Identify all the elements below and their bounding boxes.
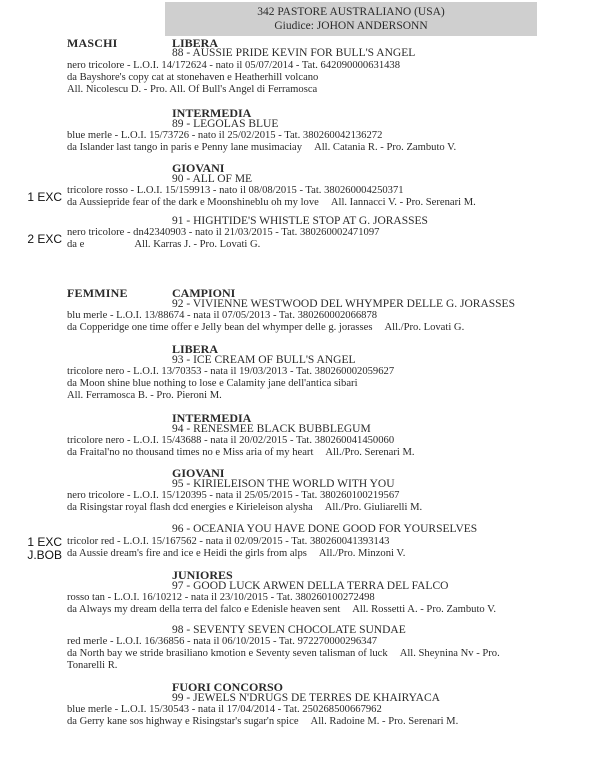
entry-95-line1: nero tricolore - L.O.I. 15/120395 - nata il 25/05/2015 - Tat. 380260100219567 xyxy=(67,490,400,501)
entry-98-line3: Tonarelli R. xyxy=(67,660,118,671)
entry-98-line1: red merle - L.O.I. 16/36856 - nata il 06/10/2015 - Tat. 972270000296347 xyxy=(67,636,378,647)
result-96: 1 EXC xyxy=(27,535,62,549)
entry-89-title: 89 - LEGOLAS BLUE xyxy=(172,118,279,130)
entry-94-line2: da Fraital'no no thousand times no e Miss aria of my heart All./Pro. Serenari M. xyxy=(67,447,415,458)
entry-96-title: 96 - OCEANIA YOU HAVE DONE GOOD FOR YOURSELVES xyxy=(172,523,478,535)
entry-97-title: 97 - GOOD LUCK ARWEN DELLA TERRA DEL FALCO xyxy=(172,580,449,592)
class-libera-m: LIBERA xyxy=(172,36,219,50)
breed-header xyxy=(165,2,537,36)
entry-90-line1: tricolore rosso - L.O.I. 15/159913 - nato il 08/08/2015 - Tat. 380260004250371 xyxy=(67,185,404,196)
entry-93-line1: tricolore nero - L.O.I. 13/70353 - nata il 19/03/2013 - Tat. 380260002059627 xyxy=(67,366,395,377)
entry-98-title: 98 - SEVENTY SEVEN CHOCOLATE SUNDAE xyxy=(172,624,406,636)
entry-94-title: 94 - RENESMEE BLACK BUBBLEGUM xyxy=(172,423,371,435)
judge-name: Giudice: JOHON ANDERSONN xyxy=(274,20,428,32)
entry-93-line3: All. Ferramosca B. - Pro. Pieroni M. xyxy=(67,390,222,401)
entry-96-line2: da Aussie dream's fire and ice e Heidi the girls from alps All./Pro. Minzoni V. xyxy=(67,548,406,559)
entry-89-line2: da Islander last tango in paris e Penny lane musimaciay All. Catania R. - Pro. Zambuto V. xyxy=(67,142,457,153)
section-femmine: FEMMINE xyxy=(67,286,128,300)
entry-92-title: 92 - VIVIENNE WESTWOOD DEL WHYMPER DELLE G. JORASSES xyxy=(172,298,515,310)
entry-91-title: 91 - HIGHTIDE'S WHISTLE STOP AT G. JORASSES xyxy=(172,215,428,227)
entry-99-line2: da Gerry kane sos highway e Risingstar's sugar'n spice All. Radoine M. - Pro. Serenari M. xyxy=(67,716,459,727)
class-giovani-f: GIOVANI xyxy=(172,466,225,480)
entry-96-line1: tricolor red - L.O.I. 15/167562 - nata il 02/09/2015 - Tat. 380260041393143 xyxy=(67,536,390,547)
result-90: 1 EXC xyxy=(27,190,62,204)
breed-title: 342 PASTORE AUSTRALIANO (USA) xyxy=(257,6,445,18)
entry-88-title: 88 - AUSSIE PRIDE KEVIN FOR BULL'S ANGEL xyxy=(172,47,416,59)
entry-89-line1: blue merle - L.O.I. 15/73726 - nato il 25/02/2015 - Tat. 380260042136272 xyxy=(67,130,383,141)
entry-97-line1: rosso tan - L.O.I. 16/10212 - nata il 23/10/2015 - Tat. 380260100272498 xyxy=(67,592,375,603)
section-maschi: MASCHI xyxy=(67,36,118,50)
entry-90-line2: da Aussiepride fear of the dark e Moonshineblu oh my love All. Iannacci V. - Pro. Serenari M. xyxy=(67,197,476,208)
class-libera-f: LIBERA xyxy=(172,342,219,356)
entry-91-line2: da e All. Karras J. - Pro. Lovati G. xyxy=(67,239,261,250)
entry-93-title: 93 - ICE CREAM OF BULL'S ANGEL xyxy=(172,354,356,366)
entry-90-title: 90 - ALL OF ME xyxy=(172,173,253,185)
entry-99-title: 99 - JEWELS N'DRUGS DE TERRES DE KHAIRYACA xyxy=(172,692,440,704)
class-intermedia-m: INTERMEDIA xyxy=(172,106,252,120)
entry-99-line1: blue merle - L.O.I. 15/30543 - nata il 17/04/2014 - Tat. 250268500667962 xyxy=(67,704,382,715)
entry-92-line2: da Copperidge one time offer e Jelly bean del whymper delle g. jorasses All./Pro. Lovati G. xyxy=(67,322,465,333)
award-96: J.BOB xyxy=(27,548,62,562)
entry-95-title: 95 - KIRIELEISON THE WORLD WITH YOU xyxy=(172,478,395,490)
class-campioni-f: CAMPIONI xyxy=(172,286,236,300)
entry-92-line1: blu merle - L.O.I. 13/88674 - nata il 07/05/2013 - Tat. 380260002066878 xyxy=(67,310,378,321)
entry-94-line1: tricolore nero - L.O.I. 15/43688 - nata il 20/02/2015 - Tat. 380260041450060 xyxy=(67,435,395,446)
class-fuori-concorso-f: FUORI CONCORSO xyxy=(172,680,284,694)
entry-98-line2: da North bay we stride brasiliano kmotion e Seventy seven talisman of luck All. Sheynina Nv - Pro. xyxy=(67,648,500,659)
class-juniores-f: JUNIORES xyxy=(172,568,233,582)
entry-91-line1: nero tricolore - dn42340903 - nato il 21/03/2015 - Tat. 380260002471097 xyxy=(67,227,380,238)
class-intermedia-f: INTERMEDIA xyxy=(172,411,252,425)
entry-93-line2: da Moon shine blue nothing to lose e Calamity jane dell'antica sibari xyxy=(67,378,358,389)
entry-95-line2: da Risingstar royal flash dcd energies e Kirieleison alysha All./Pro. Giuliarelli M. xyxy=(67,502,423,513)
result-91: 2 EXC xyxy=(27,232,62,246)
entry-88-line2: da Bayshore's copy cat at stonehaven e Heatherhill volcano xyxy=(67,72,319,83)
entry-97-line2: da Always my dream della terra del falco e Edenisle heaven sent All. Rossetti A. - Pro. Zambuto V. xyxy=(67,604,497,615)
class-giovani-m: GIOVANI xyxy=(172,161,225,175)
entry-88-line3: All. Nicolescu D. - Pro. All. Of Bull's Angel di Ferramosca xyxy=(67,84,318,95)
entry-88-line1: nero tricolore - L.O.I. 14/172624 - nato il 05/07/2014 - Tat. 642090000631438 xyxy=(67,60,401,71)
